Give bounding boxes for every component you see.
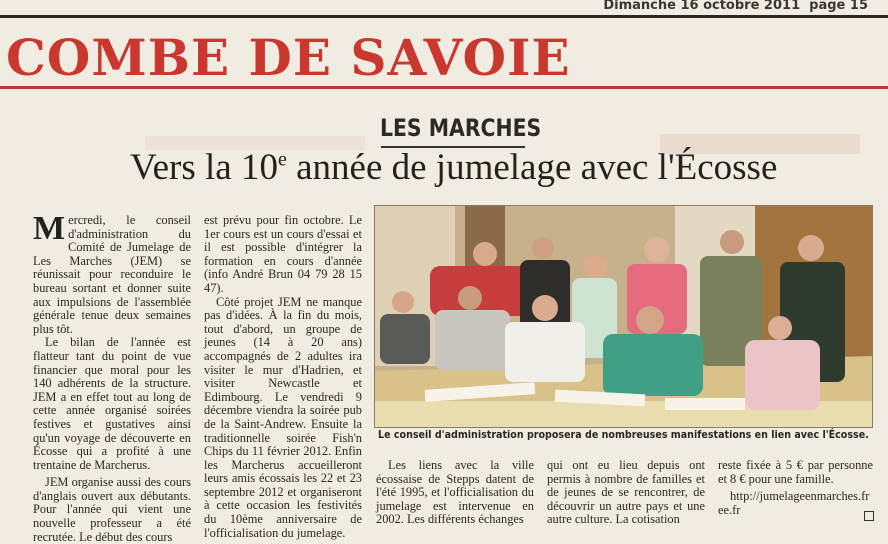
photo-illustration: [375, 206, 872, 427]
article-kicker: LES MARCHES: [380, 114, 542, 142]
paragraph: reste fixée à 5 € par personne et 8 € pour une famille.: [718, 458, 873, 486]
end-of-article-mark: [864, 511, 874, 521]
page-header: [0, 0, 888, 20]
date-text: Dimanche 16 octobre 2011: [603, 0, 801, 13]
group-photo: [374, 205, 873, 428]
section-title: COMBE DE SAVOIE: [6, 28, 571, 87]
headline-part: année de jumelage avec l'Écosse: [286, 147, 778, 188]
headline-sup: e: [277, 148, 287, 171]
article-headline: [130, 146, 777, 189]
article-column-2: [204, 214, 362, 540]
page-number: page 15: [809, 0, 868, 13]
paragraph: est prévu pour fin octobre. Le 1er cours est un cours d'essai et il est possible d'intégrer la formation en cours d'année (info André Brun 04 79 28 15 47).: [204, 213, 362, 295]
headline-part: Vers la 10: [130, 147, 278, 188]
photo-caption: Le conseil d'administration proposera de nombreuses manifestations en lien avec l'Écosse.: [378, 429, 869, 441]
article-column-4: [547, 459, 705, 527]
article-column-3: [376, 459, 534, 527]
paragraph: Côté projet JEM ne manque pas d'idées. À la fin du mois, tout d'abord, un groupe de jeunes (14 à 20 ans) accompagnés de 2 adultes ira visiter le mur d'Hadrien, et visiter Newcastle et Edimbourg. Le vendredi 9 décembre viendra la soirée pub de la Saint-Andrew. Ensuite la traditionnelle soirée Fish'n Chips du 11 février 2012. Enfin les Marcherus accueilleront leurs amis écossais les 22 et 23 septembre 2012 et organiseront à cette occasion les festivités du 10ème anniversaire de l'officialisation du jumelage.: [204, 294, 362, 540]
paragraph: Les liens avec la ville écossaise de Stepps datent de l'été 1995, et l'officialisation du jumelage est intervenue en 2002. Les différents échanges: [376, 458, 534, 527]
paragraph: JEM organise aussi des cours d'anglais ouvert aux débutants. Pour l'année qui vient une nouvelle professeur a été recrutée. Le début des cours: [33, 475, 191, 544]
paragraph: qui ont eu lieu depuis ont permis à nombre de familles et de jeunes de se rencontrer, de découvrir un autre pays et une autre culture. La cotisation: [547, 458, 705, 527]
section-rule: [0, 86, 888, 89]
article-column-1: [33, 210, 191, 544]
drop-cap: M: [33, 210, 66, 247]
header-rule: [0, 15, 888, 18]
paragraph: Le bilan de l'année est flatteur tant du point de vue financier que moral pour les 140 adhérents de la structure. JEM a en effet tout au long de cette année organisé soirées festives et gustatives ainsi qu'un voyage de découverte en Écosse qui a profité à une trentaine de Marcherus.: [33, 335, 191, 472]
paragraph: [33, 210, 191, 336]
article-column-5: [718, 459, 873, 517]
paragraph-text: ercredi, le conseil d'administration du Comité de Jumelage de Les Marches (JEM) se réunissait pour reconduire le bureau sortant et donner suite aux impulsions de l'assemblée générale tenue deux semaines plus tôt.: [33, 213, 191, 336]
page-date: [595, 0, 868, 13]
website-url[interactable]: http://jumelageenmarches.free.fr: [718, 489, 870, 517]
